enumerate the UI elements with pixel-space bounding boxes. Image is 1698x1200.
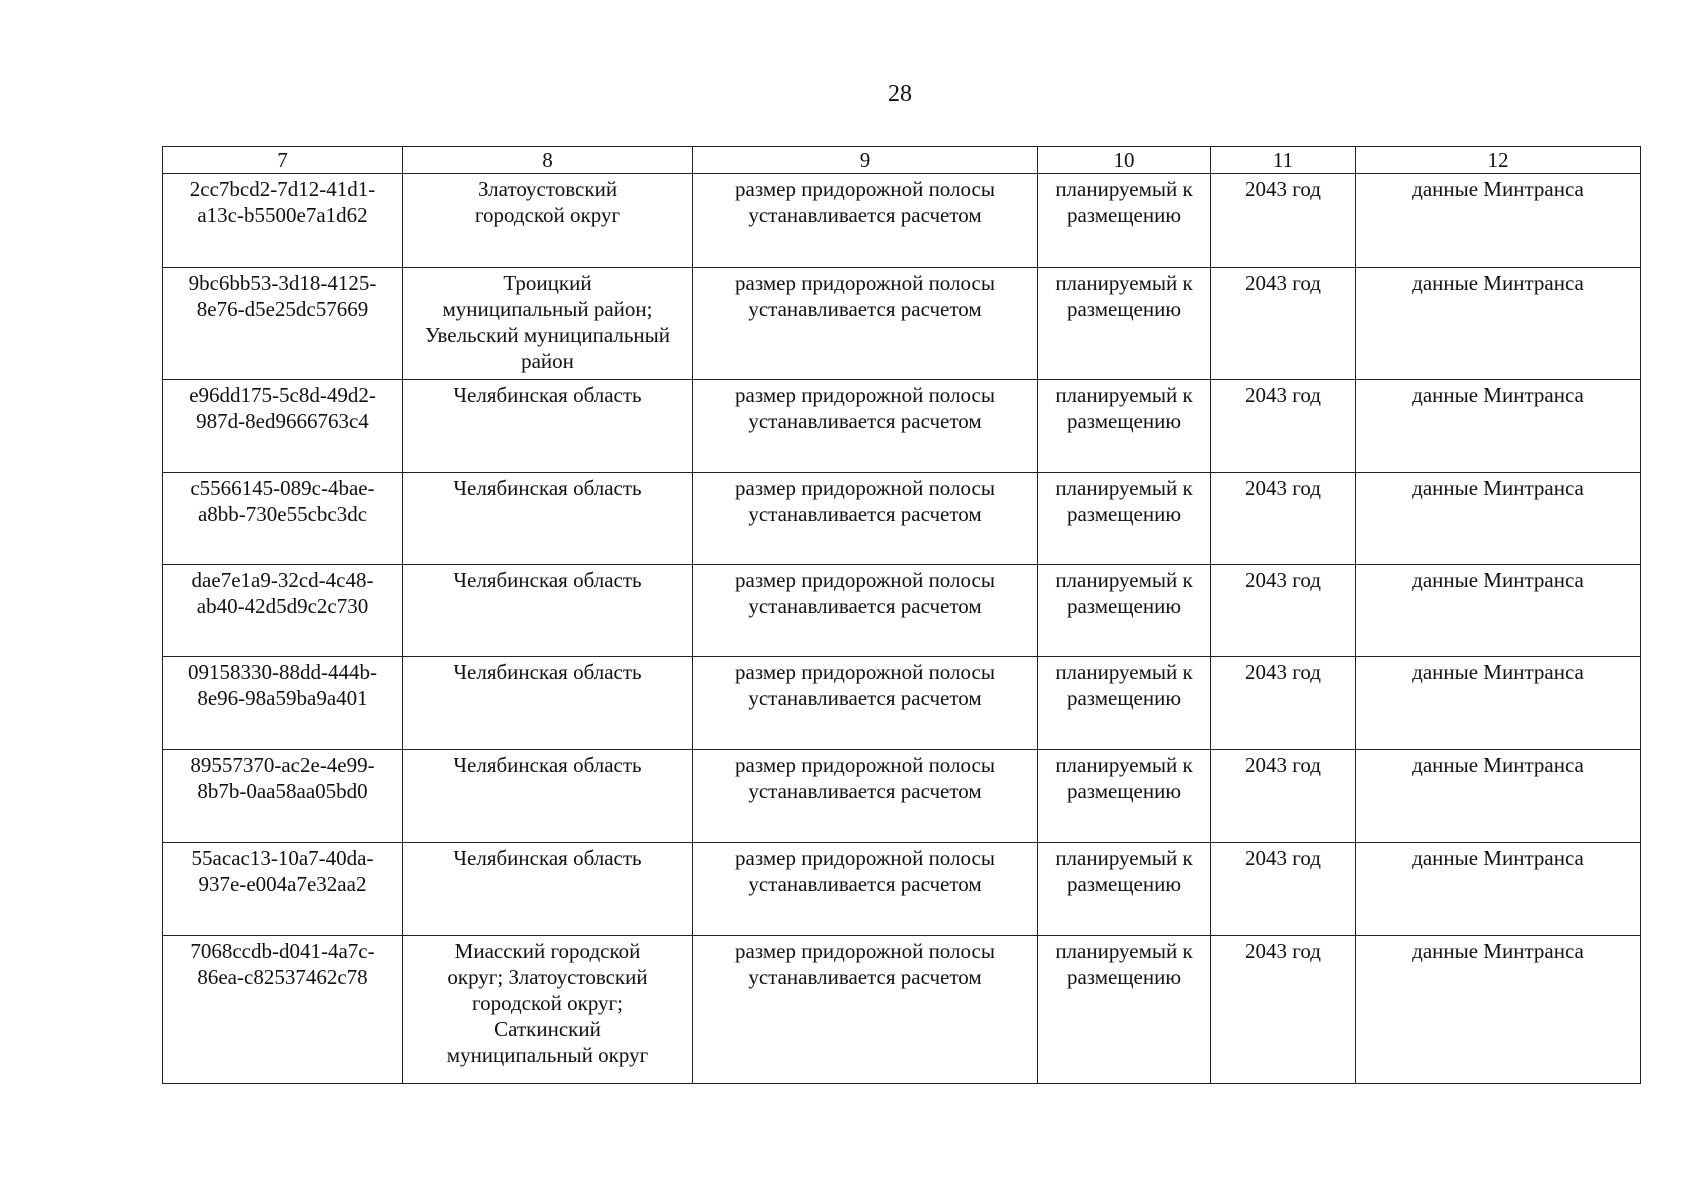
territory-cell-text: Златоустовский городской округ — [474, 177, 621, 227]
source-cell-text: данные Минтранса — [1412, 939, 1584, 963]
table-row — [163, 750, 1641, 843]
source-cell — [1356, 936, 1641, 1084]
year-cell-text: 2043 год — [1245, 383, 1321, 407]
status-cell-text: планируемый к размещению — [1055, 846, 1193, 896]
table-body — [163, 174, 1641, 1084]
roadside-strip-size-cell — [693, 657, 1038, 750]
status-cell — [1038, 750, 1211, 843]
status-cell-text: планируемый к размещению — [1055, 271, 1193, 321]
territory-cell — [403, 380, 693, 473]
source-cell-text: данные Минтранса — [1412, 660, 1584, 684]
territory-cell — [403, 268, 693, 380]
column-header-9: 9 — [693, 147, 1038, 174]
table-row — [163, 843, 1641, 936]
object-id-cell-text: c5566145-089c-4bae- a8bb-730e55cbc3dc — [190, 476, 375, 526]
status-cell — [1038, 936, 1211, 1084]
header-row — [163, 147, 1641, 174]
territory-cell-text: Миасский городской округ; Златоустовский городской округ; Саткинский муниципальный округ — [446, 939, 649, 1067]
roadside-strip-size-cell — [693, 750, 1038, 843]
territory-cell — [403, 174, 693, 268]
column-header-10: 10 — [1038, 147, 1211, 174]
year-cell-text: 2043 год — [1245, 753, 1321, 777]
table-row — [163, 268, 1641, 380]
year-cell — [1211, 750, 1356, 843]
object-id-cell-text: 2cc7bcd2-7d12-41d1- a13c-b5500e7a1d62 — [189, 177, 376, 227]
status-cell — [1038, 473, 1211, 565]
source-cell-text: данные Минтранса — [1412, 383, 1584, 407]
roadside-strip-size-cell-text: размер придорожной полосы устанавливается расчетом — [735, 846, 995, 896]
object-id-cell — [163, 174, 403, 268]
source-cell-text: данные Минтранса — [1412, 846, 1584, 870]
territory-cell — [403, 843, 693, 936]
source-cell — [1356, 750, 1641, 843]
object-id-cell — [163, 565, 403, 657]
source-cell — [1356, 380, 1641, 473]
year-cell-text: 2043 год — [1245, 939, 1321, 963]
year-cell-text: 2043 год — [1245, 476, 1321, 500]
status-cell — [1038, 657, 1211, 750]
roadside-strip-size-cell — [693, 174, 1038, 268]
territory-cell — [403, 750, 693, 843]
source-cell — [1356, 268, 1641, 380]
table-row — [163, 565, 1641, 657]
table-header — [163, 147, 1641, 174]
object-id-cell-text: 89557370-ac2e-4e99- 8b7b-0aa58aa05bd0 — [190, 753, 375, 803]
object-id-cell-text: dae7e1a9-32cd-4c48- ab40-42d5d9c2c730 — [191, 568, 374, 618]
status-cell — [1038, 174, 1211, 268]
territory-cell-text: Челябинская область — [453, 660, 642, 684]
year-cell — [1211, 936, 1356, 1084]
territory-cell — [403, 565, 693, 657]
territory-cell-text: Челябинская область — [453, 568, 642, 592]
roadside-strip-size-cell-text: размер придорожной полосы устанавливается расчетом — [735, 271, 995, 321]
roadside-strip-size-cell — [693, 843, 1038, 936]
status-cell — [1038, 843, 1211, 936]
table-row — [163, 936, 1641, 1084]
object-id-cell-text: e96dd175-5c8d-49d2- 987d-8ed9666763c4 — [189, 383, 376, 433]
table-row — [163, 174, 1641, 268]
status-cell — [1038, 268, 1211, 380]
status-cell-text: планируемый к размещению — [1055, 660, 1193, 710]
year-cell-text: 2043 год — [1245, 271, 1321, 295]
roadside-strip-size-cell-text: размер придорожной полосы устанавливается расчетом — [735, 177, 995, 227]
status-cell-text: планируемый к размещению — [1055, 476, 1193, 526]
territory-cell — [403, 936, 693, 1084]
year-cell — [1211, 174, 1356, 268]
source-cell — [1356, 565, 1641, 657]
status-cell-text: планируемый к размещению — [1055, 939, 1193, 989]
roadside-strip-size-cell-text: размер придорожной полосы устанавливается расчетом — [735, 568, 995, 618]
year-cell — [1211, 473, 1356, 565]
source-cell-text: данные Минтранса — [1412, 753, 1584, 777]
source-cell-text: данные Минтранса — [1412, 476, 1584, 500]
object-id-cell-text: 09158330-88dd-444b- 8e96-98a59ba9a401 — [188, 660, 377, 710]
territory-cell — [403, 657, 693, 750]
year-cell — [1211, 657, 1356, 750]
status-cell — [1038, 565, 1211, 657]
object-id-cell-text: 7068ccdb-d041-4a7c- 86ea-c82537462c78 — [190, 939, 375, 989]
status-cell-text: планируемый к размещению — [1055, 177, 1193, 227]
roadside-strip-size-cell-text: размер придорожной полосы устанавливается расчетом — [735, 939, 995, 989]
year-cell-text: 2043 год — [1245, 568, 1321, 592]
object-id-cell-text: 55acac13-10a7-40da- 937e-e004a7e32aa2 — [191, 846, 374, 896]
territory-cell-text: Челябинская область — [453, 383, 642, 407]
object-id-cell — [163, 843, 403, 936]
object-id-cell — [163, 657, 403, 750]
table-row — [163, 380, 1641, 473]
table-row — [163, 657, 1641, 750]
roadside-strip-size-cell — [693, 473, 1038, 565]
source-cell-text: данные Минтранса — [1412, 271, 1584, 295]
roadside-strip-size-cell — [693, 268, 1038, 380]
object-id-cell — [163, 473, 403, 565]
source-cell — [1356, 174, 1641, 268]
source-cell — [1356, 473, 1641, 565]
territory-cell-text: Челябинская область — [453, 476, 642, 500]
territory-cell-text: Троицкий муниципальный район; Увельский муниципальный район — [424, 271, 671, 373]
territory-cell-text: Челябинская область — [453, 753, 642, 777]
data-table — [162, 146, 1641, 1084]
source-cell — [1356, 843, 1641, 936]
territory-cell-text: Челябинская область — [453, 846, 642, 870]
column-header-12: 12 — [1356, 147, 1641, 174]
roadside-strip-size-cell — [693, 380, 1038, 473]
roadside-strip-size-cell-text: размер придорожной полосы устанавливается расчетом — [735, 753, 995, 803]
status-cell-text: планируемый к размещению — [1055, 568, 1193, 618]
roadside-strip-size-cell-text: размер придорожной полосы устанавливается расчетом — [735, 660, 995, 710]
source-cell-text: данные Минтранса — [1412, 177, 1584, 201]
column-header-8: 8 — [403, 147, 693, 174]
year-cell — [1211, 380, 1356, 473]
status-cell-text: планируемый к размещению — [1055, 383, 1193, 433]
roadside-strip-size-cell-text: размер придорожной полосы устанавливается расчетом — [735, 383, 995, 433]
roadside-strip-size-cell — [693, 565, 1038, 657]
object-id-cell — [163, 268, 403, 380]
status-cell — [1038, 380, 1211, 473]
object-id-cell — [163, 936, 403, 1084]
source-cell — [1356, 657, 1641, 750]
year-cell-text: 2043 год — [1245, 177, 1321, 201]
year-cell-text: 2043 год — [1245, 846, 1321, 870]
year-cell — [1211, 565, 1356, 657]
year-cell-text: 2043 год — [1245, 660, 1321, 684]
year-cell — [1211, 268, 1356, 380]
year-cell — [1211, 843, 1356, 936]
roadside-strip-size-cell — [693, 936, 1038, 1084]
column-header-11: 11 — [1211, 147, 1356, 174]
object-id-cell-text: 9bc6bb53-3d18-4125- 8e76-d5e25dc57669 — [188, 271, 377, 321]
source-cell-text: данные Минтранса — [1412, 568, 1584, 592]
roadside-strip-size-cell-text: размер придорожной полосы устанавливается расчетом — [735, 476, 995, 526]
object-id-cell — [163, 750, 403, 843]
page-number: 28 — [888, 81, 912, 107]
object-id-cell — [163, 380, 403, 473]
status-cell-text: планируемый к размещению — [1055, 753, 1193, 803]
territory-cell — [403, 473, 693, 565]
column-header-7: 7 — [163, 147, 403, 174]
table-row — [163, 473, 1641, 565]
